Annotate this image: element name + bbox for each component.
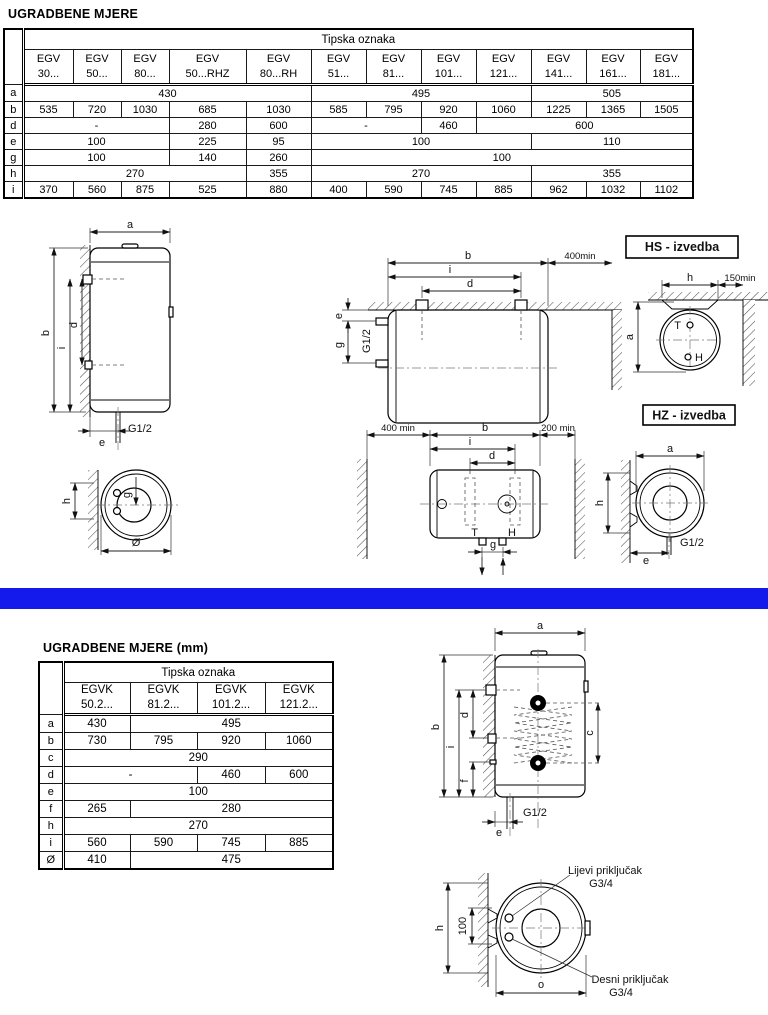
- model-line1: EGV: [654, 52, 678, 65]
- cell: 355: [246, 166, 311, 182]
- cell: 560: [63, 835, 130, 852]
- model-line2: 50...RHZ: [185, 67, 230, 80]
- dim-i-label: i: [468, 436, 472, 448]
- dim-100-label: 100: [457, 916, 469, 936]
- cell: 795: [366, 102, 421, 118]
- cell: -: [23, 118, 169, 134]
- cell: 745: [197, 835, 265, 852]
- cell: -: [311, 118, 421, 134]
- dim-h-label: h: [594, 499, 606, 507]
- cell: 100: [63, 784, 333, 801]
- cell: 280: [130, 801, 333, 818]
- cell: 270: [63, 818, 333, 835]
- mount-tab: [488, 909, 497, 923]
- diagram-hz: [340, 403, 768, 585]
- hs-title: HS - izvedba: [644, 240, 720, 254]
- model-header: [63, 683, 130, 715]
- cell: 560: [73, 182, 121, 199]
- model-header: [130, 683, 197, 715]
- dim-h-label: h: [61, 497, 73, 505]
- blue-divider: [0, 588, 768, 609]
- table-row: [39, 784, 333, 801]
- wall-hatch: [612, 310, 622, 390]
- pipe-stub: [479, 538, 486, 545]
- pipe-stub: [499, 538, 506, 545]
- model-header: [169, 50, 246, 85]
- model-line1: EGV: [601, 52, 625, 65]
- model-line2: 30...: [37, 67, 60, 80]
- model-line1: EGV: [36, 52, 61, 65]
- dim-e-label: e: [333, 312, 345, 320]
- dim-d-label: d: [488, 450, 496, 462]
- model-header: [246, 50, 311, 85]
- tipska-header: Tipska oznaka: [63, 662, 333, 683]
- pipe-stub: [376, 318, 388, 325]
- model-line1: EGV: [133, 52, 157, 65]
- wall-hatch: [621, 460, 630, 563]
- table-row: [4, 166, 693, 182]
- dim-b-label: b: [40, 329, 52, 337]
- cell: 410: [63, 852, 130, 870]
- ceiling-bracket: [515, 300, 527, 310]
- wall-bracket: [488, 734, 496, 743]
- corner-cell: [39, 662, 63, 715]
- wall-hatch: [80, 245, 90, 417]
- cell: 270: [311, 166, 531, 182]
- cell: 100: [311, 134, 531, 150]
- model-line2: 121.2...: [279, 699, 318, 711]
- model-line2: 101...: [434, 67, 463, 80]
- table-row: [4, 85, 693, 102]
- ceiling-hatch: [648, 292, 768, 300]
- row-label: f: [39, 801, 63, 818]
- pipe-thread-label: G1/2: [361, 329, 373, 353]
- hs-side-view: [333, 250, 622, 423]
- cell: 400: [311, 182, 366, 199]
- dim-a-label: a: [666, 443, 674, 455]
- wall-hatch: [357, 459, 367, 559]
- model-line2: 80...RH: [259, 67, 298, 80]
- model-header: [23, 50, 73, 85]
- ceiling-hatch: [368, 302, 622, 310]
- cell: 110: [531, 134, 693, 150]
- table-row: [39, 835, 333, 852]
- model-header: [121, 50, 169, 85]
- cell: 100: [23, 150, 169, 166]
- dim-i-label: i: [445, 745, 457, 749]
- model-line1: EGV: [266, 52, 291, 65]
- table-row: [4, 118, 693, 134]
- cell: 535: [23, 102, 73, 118]
- dimensions-table-egv: [3, 28, 694, 199]
- dim-a-label: a: [536, 620, 544, 632]
- row-label: h: [39, 818, 63, 835]
- table-row: [4, 134, 693, 150]
- cell: 100: [311, 150, 693, 166]
- model-line1: EGV: [85, 52, 109, 65]
- table-row: [4, 29, 693, 50]
- row-label: h: [4, 166, 23, 182]
- cell: 600: [265, 767, 333, 784]
- model-header: [197, 683, 265, 715]
- pipe-stub: [376, 360, 388, 367]
- hz-end-view: [594, 443, 708, 567]
- model-header: [421, 50, 476, 85]
- model-line1: EGVK: [282, 684, 315, 696]
- hz-side-view: [357, 422, 585, 575]
- cell: 260: [246, 150, 311, 166]
- tipska-header: Tipska oznaka: [23, 29, 693, 50]
- table-row: [4, 150, 693, 166]
- dim-400min-label: 400 min: [381, 423, 415, 434]
- wall-hatch: [478, 873, 488, 987]
- front-view: [430, 620, 602, 839]
- wall-hatch: [743, 300, 755, 386]
- model-line1: EGVK: [215, 684, 247, 696]
- mount-tab: [488, 935, 497, 948]
- mount-tab: [630, 513, 637, 527]
- table-row: [4, 102, 693, 118]
- dim-c-label: c: [584, 730, 596, 736]
- model-header: [73, 50, 121, 85]
- front-view: [40, 219, 173, 451]
- cell: 1365: [586, 102, 640, 118]
- cell: 1032: [586, 182, 640, 199]
- row-label: i: [39, 835, 63, 852]
- cell: 920: [421, 102, 476, 118]
- row-label: d: [39, 767, 63, 784]
- pipe-thread-label: G1/2: [523, 807, 547, 819]
- dim-i-label: i: [56, 346, 68, 350]
- row-label: c: [39, 750, 63, 767]
- model-line2: 81...: [382, 67, 405, 80]
- pipe-thread-label: G1/2: [128, 423, 152, 435]
- table-row: [4, 182, 693, 199]
- cell: 885: [476, 182, 531, 199]
- model-line1: EGVK: [147, 684, 180, 696]
- point-h-label: H: [508, 527, 516, 539]
- dim-e-label: e: [642, 555, 650, 567]
- dim-200min-label: 200 min: [541, 423, 575, 434]
- table-row: [39, 715, 333, 733]
- wall-bracket: [486, 685, 496, 695]
- ceiling-bracket: [416, 300, 428, 310]
- cell: 685: [169, 102, 246, 118]
- cell: 1030: [121, 102, 169, 118]
- row-label: Ø: [39, 852, 63, 870]
- cell: 600: [476, 118, 693, 134]
- dim-b-label: b: [430, 723, 442, 731]
- dim-d-label: d: [459, 711, 471, 719]
- model-line1: EGVK: [81, 684, 113, 696]
- cell: 920: [197, 733, 265, 750]
- cell: 880: [246, 182, 311, 199]
- model-line2: 121...: [489, 67, 518, 80]
- model-header: [265, 683, 333, 715]
- model-line2: 51...: [327, 67, 350, 80]
- point-t-label: T: [471, 527, 478, 539]
- model-line2: 50.2...: [81, 699, 113, 711]
- dim-i-label: i: [448, 264, 452, 276]
- right-connection-thread: G3/4: [609, 987, 633, 999]
- point-t-label: T: [674, 320, 681, 332]
- dim-b-label: b: [481, 422, 489, 434]
- cell: 270: [23, 166, 246, 182]
- dim-b-label: b: [464, 250, 472, 262]
- model-line2: 161...: [599, 67, 627, 80]
- model-line2: 81.2...: [147, 699, 180, 711]
- cell: 460: [421, 118, 476, 134]
- cell: 265: [63, 801, 130, 818]
- cell: 1030: [246, 102, 311, 118]
- model-line1: EGV: [491, 52, 516, 65]
- table-row: [39, 767, 333, 784]
- dim-g-label: g: [489, 539, 497, 551]
- dim-150min-label: 150min: [724, 273, 756, 284]
- dim-d-label: d: [466, 278, 474, 290]
- hz-title-box: [643, 405, 735, 425]
- cell: 962: [531, 182, 586, 199]
- bottom-view: [434, 865, 669, 999]
- model-line2: 80...: [134, 67, 156, 80]
- row-label: i: [4, 182, 23, 199]
- dim-dia-label: Ø: [131, 537, 141, 549]
- dim-g-label: g: [333, 341, 345, 349]
- model-header: [531, 50, 586, 85]
- point-h-label: H: [695, 352, 703, 364]
- cell: 525: [169, 182, 246, 199]
- section2-title: UGRADBENE MJERE (mm): [43, 641, 209, 655]
- cell: 100: [23, 134, 169, 150]
- cell: -: [63, 767, 197, 784]
- cell: 875: [121, 182, 169, 199]
- model-line1: EGV: [195, 52, 220, 65]
- table-row: [39, 733, 333, 750]
- cell: 140: [169, 150, 246, 166]
- cell: 225: [169, 134, 246, 150]
- row-label: a: [39, 715, 63, 733]
- row-label: b: [39, 733, 63, 750]
- section1-title: UGRADBENE MJERE: [8, 7, 139, 21]
- cell: 355: [531, 166, 693, 182]
- model-header: [476, 50, 531, 85]
- coil-connection-right: [505, 933, 513, 941]
- cell: 475: [130, 852, 333, 870]
- cell: 505: [531, 85, 693, 102]
- right-connection-label: Desni priključak: [591, 974, 669, 986]
- cell: 730: [63, 733, 130, 750]
- hs-title-box: [626, 236, 738, 258]
- cell: 885: [265, 835, 333, 852]
- cell: 370: [23, 182, 73, 199]
- wall-hatch: [88, 470, 98, 550]
- table-row: [39, 683, 333, 715]
- model-header: [366, 50, 421, 85]
- dim-g-label: g: [121, 491, 133, 499]
- dim-f-label: f: [459, 779, 471, 783]
- cell: 430: [63, 715, 130, 733]
- row-label: e: [4, 134, 23, 150]
- left-connection-label: Lijevi priključak: [568, 865, 642, 877]
- dim-o-label: o: [537, 979, 545, 991]
- cell: 95: [246, 134, 311, 150]
- dim-e-label: e: [98, 437, 106, 449]
- cell: 1505: [640, 102, 693, 118]
- dim-a-label: a: [126, 219, 134, 231]
- table-row: [39, 818, 333, 835]
- coil-connection-left: [505, 914, 513, 922]
- table-row: [39, 662, 333, 683]
- model-line2: 181...: [652, 67, 681, 80]
- pipe-thread-label: G1/2: [680, 537, 704, 549]
- dim-e-label: e: [495, 827, 503, 839]
- table-row: [39, 750, 333, 767]
- diagram-egv-vertical: [30, 215, 260, 580]
- row-label: a: [4, 85, 23, 102]
- wall-bracket: [490, 760, 496, 764]
- cell: 590: [366, 182, 421, 199]
- dimensions-table-egvk: [38, 661, 334, 870]
- wall-bracket: [85, 361, 92, 369]
- cell: 1060: [476, 102, 531, 118]
- dim-h-label: h: [434, 924, 446, 932]
- cell: 600: [246, 118, 311, 134]
- cell: 795: [130, 733, 197, 750]
- model-line2: 141...: [544, 67, 573, 80]
- cell: 280: [169, 118, 246, 134]
- row-label: b: [4, 102, 23, 118]
- model-line1: EGV: [436, 52, 461, 65]
- cell: 1102: [640, 182, 693, 199]
- model-line2: 101.2...: [211, 699, 251, 711]
- model-line1: EGV: [381, 52, 406, 65]
- model-header: [640, 50, 693, 85]
- model-line2: 50...: [86, 67, 108, 80]
- cell: 430: [23, 85, 311, 102]
- model-header: [586, 50, 640, 85]
- cell: 1225: [531, 102, 586, 118]
- dim-400min-label: 400min: [564, 251, 596, 262]
- cell: 1060: [265, 733, 333, 750]
- corner-cell: [4, 29, 23, 85]
- bottom-view: [61, 470, 178, 555]
- cell: 745: [421, 182, 476, 199]
- wall-bracket: [83, 275, 92, 284]
- cell: 590: [130, 835, 197, 852]
- diagram-hs: [330, 228, 768, 410]
- cell: 290: [63, 750, 333, 767]
- row-label: g: [4, 150, 23, 166]
- table-row: [4, 50, 693, 85]
- wall-hatch: [575, 459, 585, 559]
- hs-end-view: [624, 272, 768, 386]
- hz-title: HZ - izvedba: [652, 408, 726, 423]
- cell: 495: [311, 85, 531, 102]
- cell: 460: [197, 767, 265, 784]
- dim-a-label: a: [624, 333, 636, 341]
- cell: 720: [73, 102, 121, 118]
- left-connection-thread: G3/4: [589, 878, 613, 890]
- table-row: [39, 801, 333, 818]
- cell: 495: [130, 715, 333, 733]
- model-line1: EGV: [326, 52, 351, 65]
- dim-h-label: h: [686, 272, 694, 284]
- wall-hatch: [483, 655, 495, 797]
- row-label: d: [4, 118, 23, 134]
- model-header: [311, 50, 366, 85]
- cell: 585: [311, 102, 366, 118]
- dim-d-label: d: [68, 321, 80, 329]
- model-line1: EGV: [546, 52, 571, 65]
- table-row: [39, 852, 333, 870]
- row-label: e: [39, 784, 63, 801]
- diagram-egvk: [420, 615, 768, 1015]
